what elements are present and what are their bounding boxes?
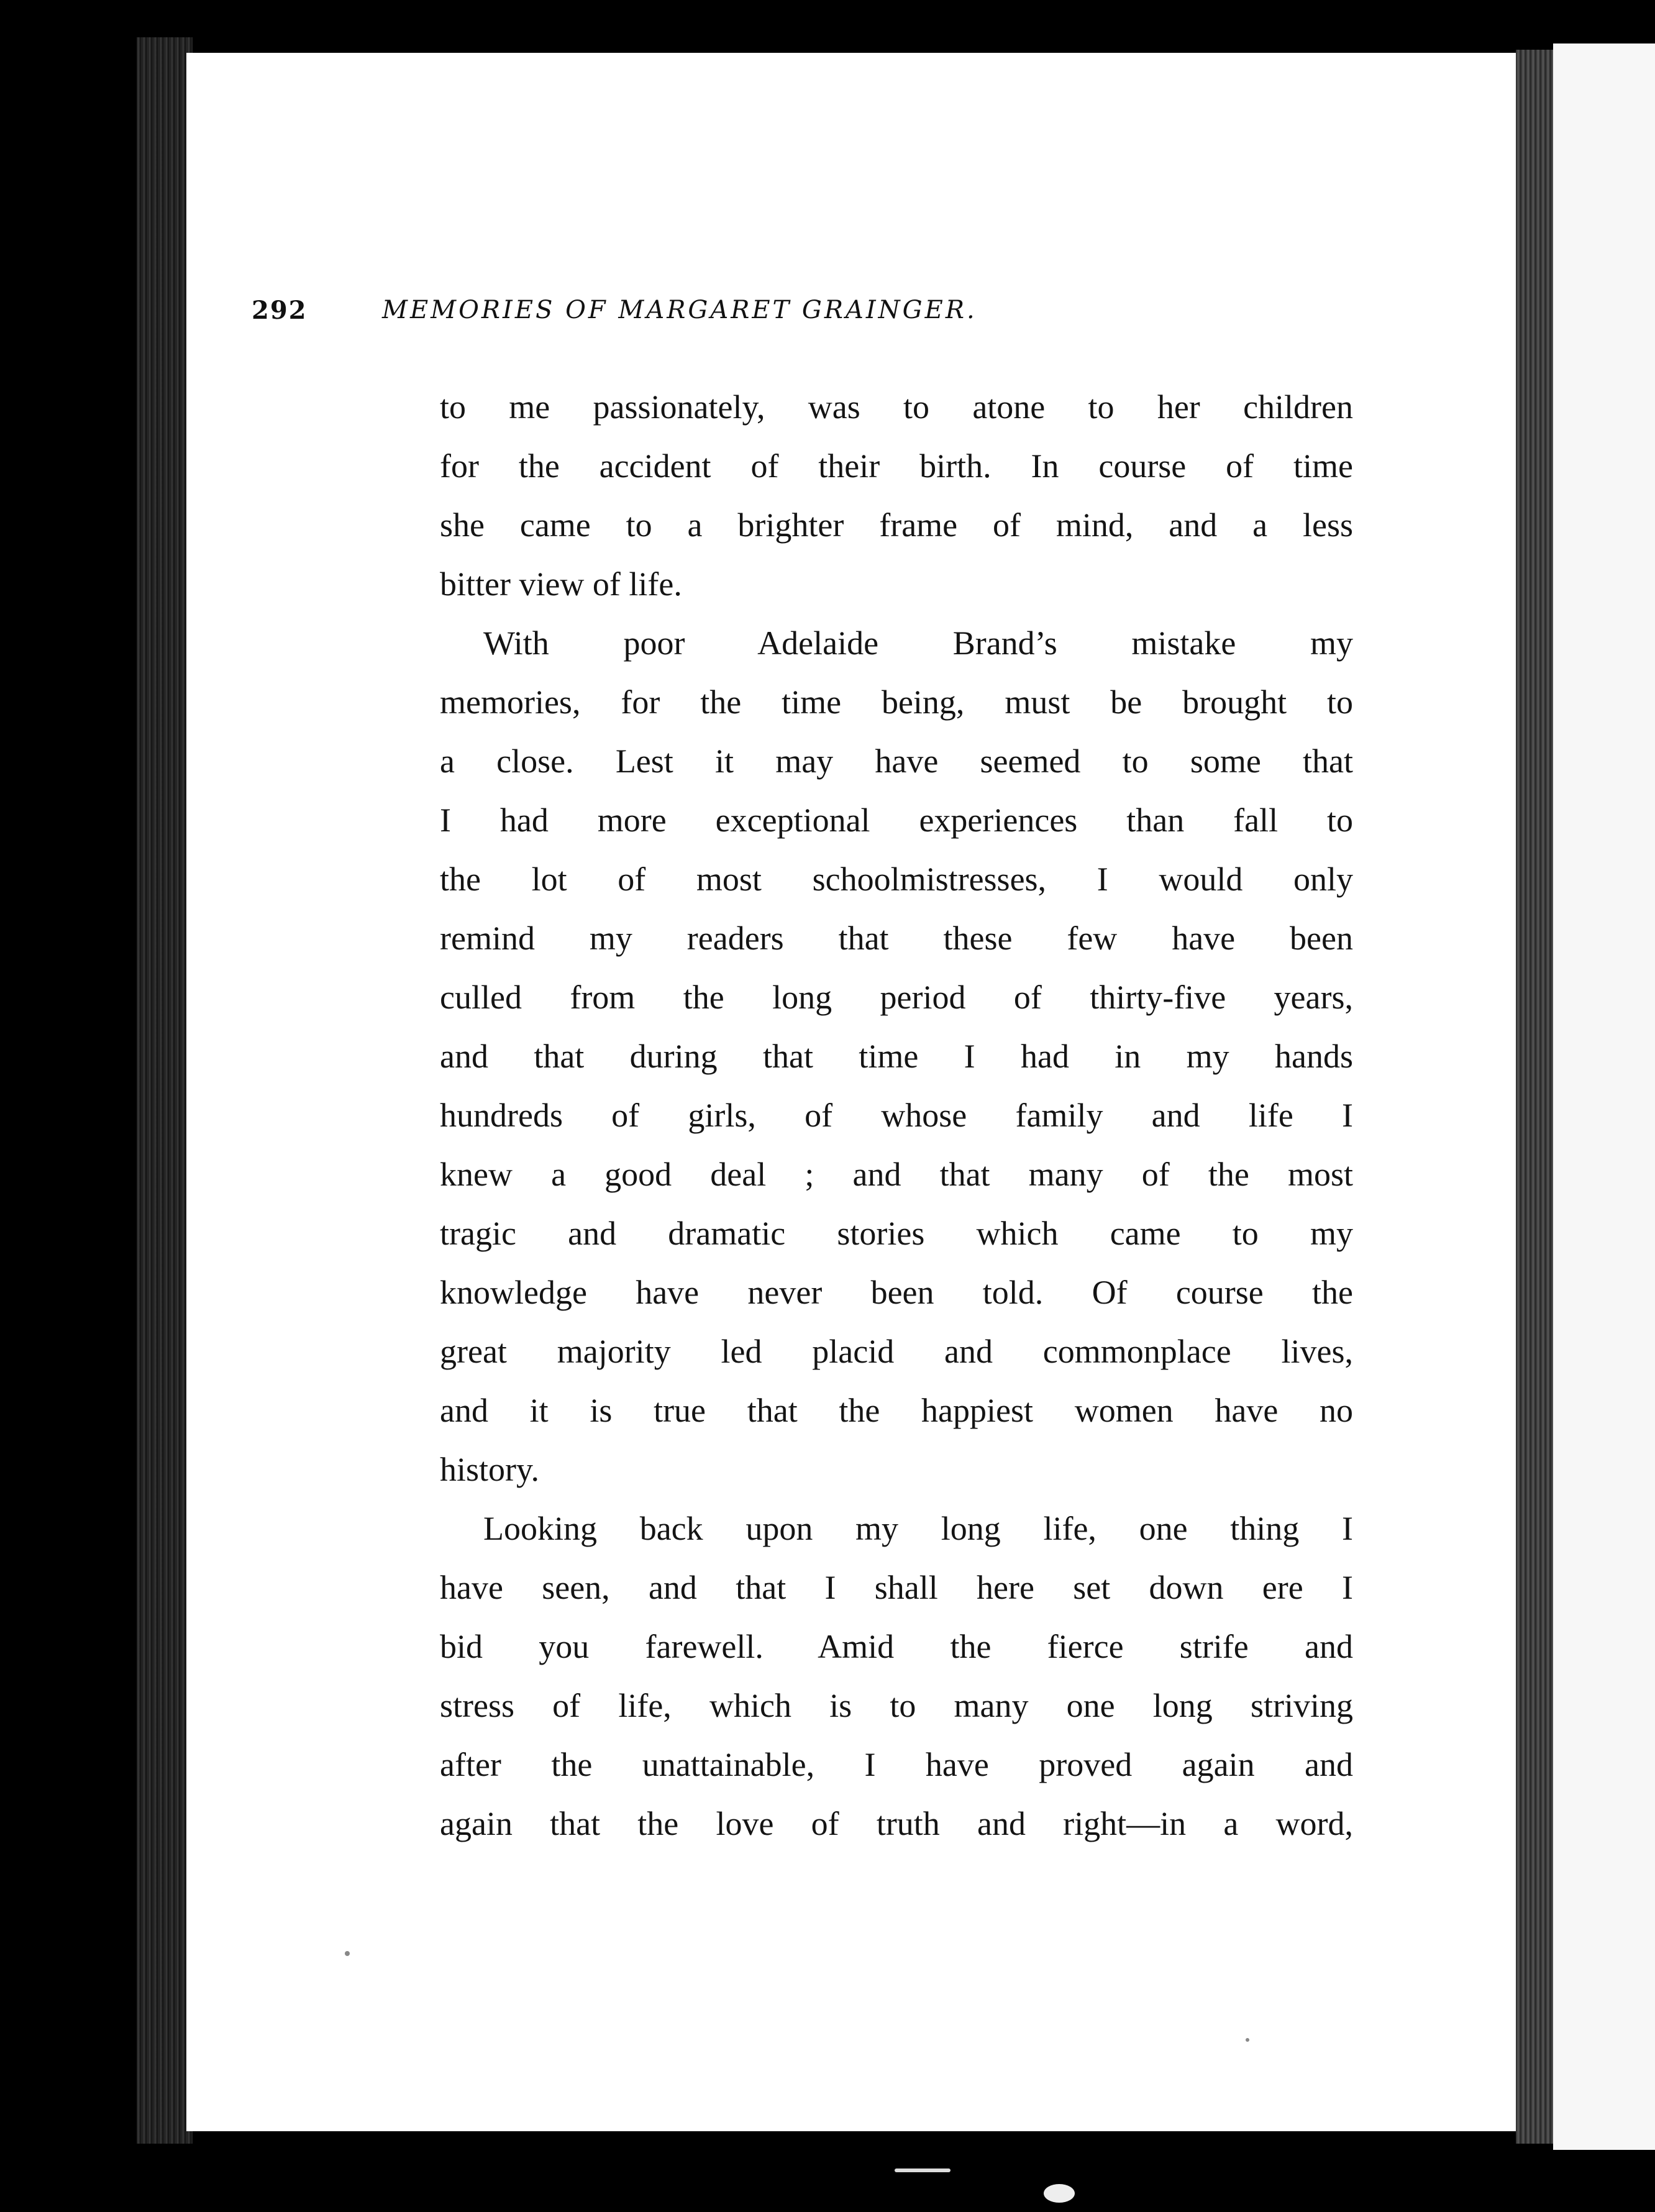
text-line: Looking back upon my long life, one thing I xyxy=(483,1510,1353,1547)
text-line: knowledge have never been told. Of course the xyxy=(440,1274,1353,1311)
adjacent-page-edge xyxy=(1516,50,1553,2144)
scan-speck xyxy=(1246,2038,1249,2042)
text-line: stress of life, which is to many one long striving xyxy=(440,1687,1353,1724)
text-line: have seen, and that I shall here set down ere I xyxy=(440,1569,1353,1606)
text-line: history. xyxy=(440,1451,539,1488)
text-line: bitter view of life. xyxy=(440,565,682,603)
text-line: she came to a brighter frame of mind, and a less xyxy=(440,506,1353,544)
running-head xyxy=(252,296,1246,345)
text-line: for the accident of their birth. In course of time xyxy=(440,447,1353,485)
adjacent-page xyxy=(1553,43,1655,2150)
body-text xyxy=(440,378,1353,1853)
text-line: to me passionately, was to atone to her children xyxy=(440,388,1353,426)
text-line: and that during that time I had in my hands xyxy=(440,1038,1353,1075)
text-line: and it is true that the happiest women have no xyxy=(440,1392,1353,1429)
scan-speck xyxy=(345,1951,350,1956)
page-number: 292 xyxy=(252,296,308,325)
text-line: I had more exceptional experiences than fall to xyxy=(440,802,1353,839)
text-line: a close. Lest it may have seemed to some that xyxy=(440,743,1353,780)
text-line: hundreds of girls, of whose family and life I xyxy=(440,1097,1353,1134)
text-line: tragic and dramatic stories which came to my xyxy=(440,1215,1353,1252)
text-line: the lot of most schoolmistresses, I would only xyxy=(440,861,1353,898)
text-line: memories, for the time being, must be brought to xyxy=(440,683,1353,721)
text-line: again that the love of truth and right—in a word, xyxy=(440,1805,1353,1842)
text-line: knew a good deal ; and that many of the most xyxy=(440,1156,1353,1193)
text-line: great majority led placid and commonplace lives, xyxy=(440,1333,1353,1370)
text-line: remind my readers that these few have been xyxy=(440,920,1353,957)
text-line: culled from the long period of thirty-five years, xyxy=(440,979,1353,1016)
text-line: after the unattainable, I have proved again and xyxy=(440,1746,1353,1783)
scan-speck xyxy=(1044,2184,1075,2203)
book-spine-edge xyxy=(137,37,193,2144)
text-line: bid you farewell. Amid the fierce strife and xyxy=(440,1628,1353,1665)
scan-speck xyxy=(895,2169,951,2172)
running-title: MEMORIES OF MARGARET GRAINGER. xyxy=(382,296,977,324)
text-line: With poor Adelaide Brand’s mistake my xyxy=(483,624,1353,662)
